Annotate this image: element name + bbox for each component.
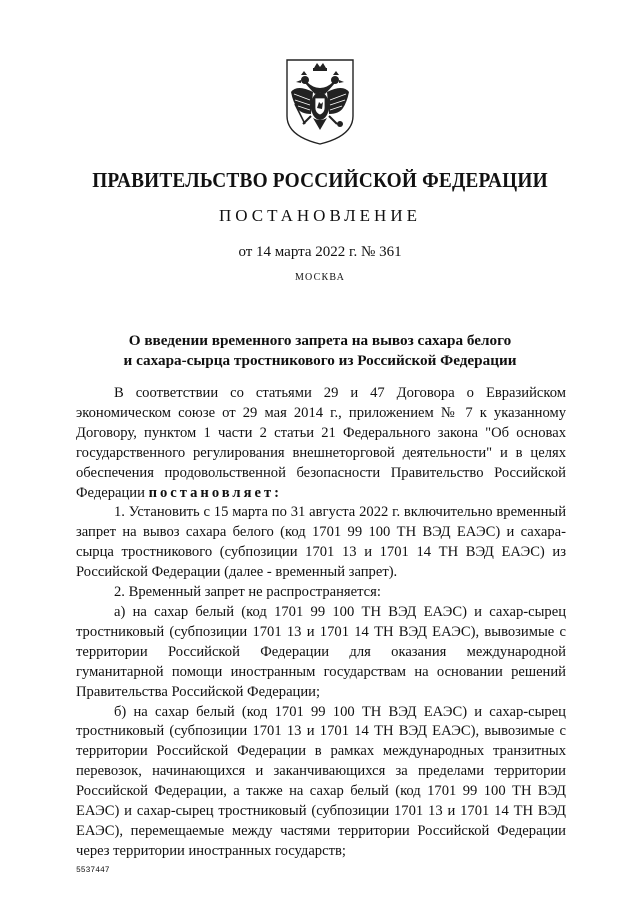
government-title: ПРАВИТЕЛЬСТВО РОССИЙСКОЙ ФЕДЕРАЦИИ	[92, 168, 548, 192]
preamble-paragraph	[76, 384, 566, 503]
item-2b-paragraph: б) на сахар белый (код 1701 99 100 ТН ВЭД ЕАЭС) и сахар-сырец тростниковый (субпозиции 1701 13 и 1701 14 ТН ВЭД ЕАЭС), вывозимые с территории Российской Федерации в рамках международных транзитных перевозок, начинающихся и заканчивающихся за пределами территории Российской Федерации, а также на сахар белый (код 1701 99 100 ТН ВЭД ЕАЭС) и сахар-сырец тростниковый (субпозиции 1701 13 и 1701 14 ТН ВЭД ЕАЭС), перемещаемые между частями территории Российской Федерации через территории иностранных государств;	[76, 703, 566, 859]
coat-of-arms-icon	[283, 58, 357, 146]
document-id: 5537447	[76, 866, 110, 875]
item-1-paragraph: 1. Установить с 15 марта по 31 августа 2022 г. включительно временный запрет на вывоз сахара белого (код 1701 99 100 ТН ВЭД ЕАЭС) и сахара-сырца тростникового (субпозиции 1701 13 и 1701 14 ТН ВЭД ЕАЭС) из Российской Федерации (далее - временный запрет).	[76, 504, 566, 581]
document-body	[76, 384, 566, 862]
heading-line-1: О введении временного запрета на вывоз сахара белого	[128, 332, 512, 349]
document-date-number: от 14 марта 2022 г. № 361	[238, 244, 402, 260]
item-2a-paragraph: а) на сахар белый (код 1701 99 100 ТН ВЭД ЕАЭС) и сахар-сырец тростниковый (субпозиции 1701 13 и 1701 14 ТН ВЭД ЕАЭС), вывозимые с территории Российской Федерации для оказания международной гуманитарной помощи иностранным государствам на основании решений Правительства Российской Федерации;	[76, 603, 566, 700]
decree-word: постановляет:	[148, 484, 283, 501]
document-heading	[80, 331, 560, 371]
document-type: ПОСТАНОВЛЕНИЕ	[218, 206, 421, 225]
city-name: МОСКВА	[294, 272, 346, 283]
preamble-text: В соответствии со статьями 29 и 47 Договора о Евразийском экономическом союзе от 29 мая 2014 г., приложением № 7 к указанному Договору, пунктом 1 части 2 статьи 21 Федерального закона "Об основах государственного регулирования внешнеторговой деятельности" и в целях обеспечения продовольственной безопасности Правительство Российской Федерации	[76, 385, 566, 501]
item-2-paragraph: 2. Временный запрет не распространяется:	[114, 584, 381, 601]
heading-line-2: и сахара-сырца тростникового из Российской Федерации	[123, 352, 517, 369]
